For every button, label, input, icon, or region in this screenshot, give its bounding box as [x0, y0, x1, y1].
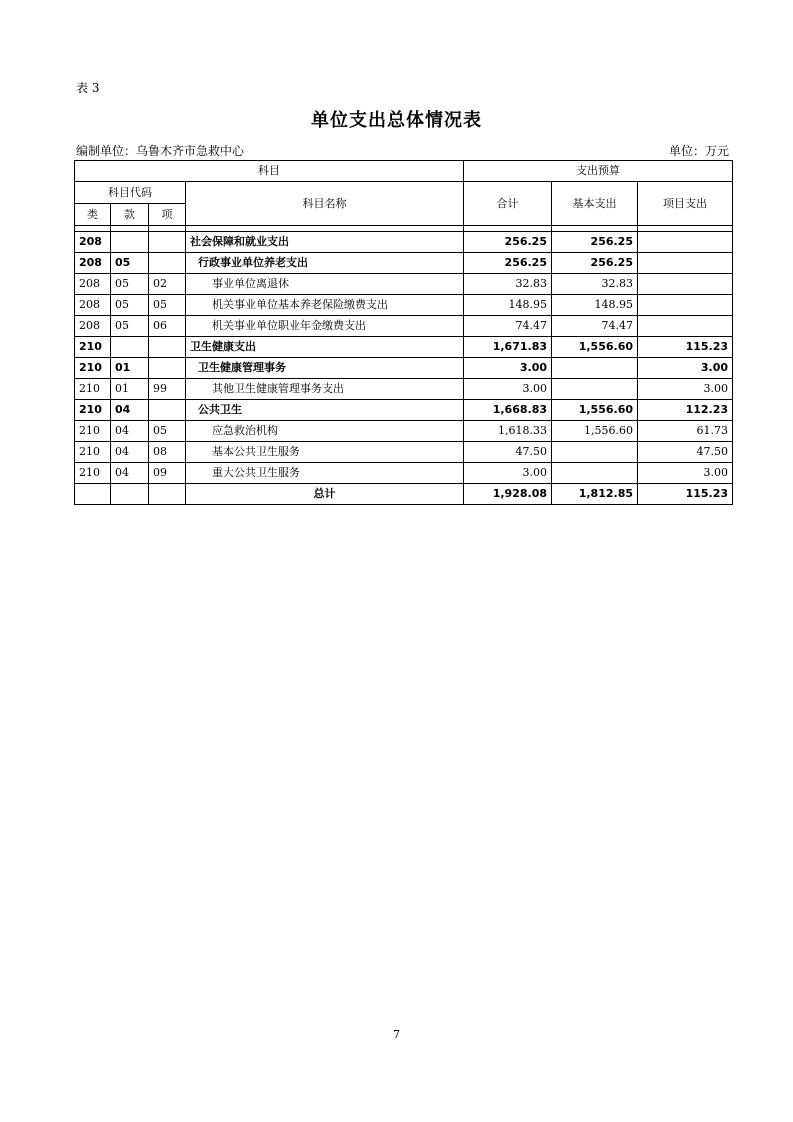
row-total: 1,618.33 [464, 421, 552, 442]
row-xiang-code [149, 400, 186, 421]
row-basic: 1,556.60 [552, 400, 638, 421]
row-lei-code: 210 [75, 463, 111, 484]
header-project: 项目支出 [638, 182, 733, 226]
row-xiang-code: 08 [149, 442, 186, 463]
header-subject-name: 科目名称 [186, 182, 464, 226]
row-lei-code: 208 [75, 232, 111, 253]
row-lei-code: 208 [75, 253, 111, 274]
row-lei-code: 210 [75, 442, 111, 463]
table-row [75, 400, 733, 421]
row-basic: 148.95 [552, 295, 638, 316]
row-project [638, 316, 733, 337]
row-project: 61.73 [638, 421, 733, 442]
total-project: 115.23 [638, 484, 733, 505]
row-lei-code: 208 [75, 295, 111, 316]
header-lei: 类 [75, 204, 111, 226]
row-xiang-code [149, 358, 186, 379]
table-row [75, 253, 733, 274]
compiling-unit: 编制单位：乌鲁木齐市急救中心 [76, 144, 245, 158]
row-total: 1,671.83 [464, 337, 552, 358]
table-row [75, 232, 733, 253]
page-title: 单位支出总体情况表 [311, 110, 482, 131]
row-project [638, 295, 733, 316]
row-project [638, 274, 733, 295]
row-basic [552, 442, 638, 463]
row-lei-code: 210 [75, 379, 111, 400]
row-project: 47.50 [638, 442, 733, 463]
row-basic [552, 463, 638, 484]
row-subject-name: 重大公共卫生服务 [186, 463, 464, 484]
table-row [75, 337, 733, 358]
row-basic: 1,556.60 [552, 337, 638, 358]
page-number: 7 [393, 1028, 400, 1041]
row-lei-code: 208 [75, 274, 111, 295]
row-kuan-code: 04 [111, 421, 149, 442]
row-lei-code: 208 [75, 316, 111, 337]
row-xiang-code: 99 [149, 379, 186, 400]
row-subject-name: 机关事业单位职业年金缴费支出 [186, 316, 464, 337]
row-total: 74.47 [464, 316, 552, 337]
table-row [75, 442, 733, 463]
row-basic [552, 379, 638, 400]
row-kuan-code [111, 232, 149, 253]
total-row [75, 484, 733, 505]
row-subject-name: 基本公共卫生服务 [186, 442, 464, 463]
row-total: 3.00 [464, 358, 552, 379]
row-project: 112.23 [638, 400, 733, 421]
table-row [75, 295, 733, 316]
row-total: 3.00 [464, 463, 552, 484]
row-kuan-code: 04 [111, 442, 149, 463]
row-xiang-code: 06 [149, 316, 186, 337]
row-project: 3.00 [638, 379, 733, 400]
row-project: 115.23 [638, 337, 733, 358]
table-row [75, 358, 733, 379]
table-row [75, 421, 733, 442]
row-kuan-code: 05 [111, 316, 149, 337]
total-lei [75, 484, 111, 505]
header-budget: 支出预算 [464, 161, 733, 182]
table-row [75, 463, 733, 484]
row-kuan-code: 05 [111, 274, 149, 295]
table-label: 表 3 [76, 81, 100, 95]
row-total: 3.00 [464, 379, 552, 400]
row-basic: 74.47 [552, 316, 638, 337]
row-total: 47.50 [464, 442, 552, 463]
row-basic: 256.25 [552, 253, 638, 274]
total-basic: 1,812.85 [552, 484, 638, 505]
row-xiang-code [149, 337, 186, 358]
table-row [75, 274, 733, 295]
row-subject-name: 公共卫生 [186, 400, 464, 421]
header-subject-code: 科目代码 [75, 182, 186, 204]
table-row [75, 316, 733, 337]
row-subject-name: 机关事业单位基本养老保险缴费支出 [186, 295, 464, 316]
row-xiang-code: 02 [149, 274, 186, 295]
row-total: 1,668.83 [464, 400, 552, 421]
row-lei-code: 210 [75, 421, 111, 442]
row-lei-code: 210 [75, 337, 111, 358]
total-xiang [149, 484, 186, 505]
row-subject-name: 卫生健康支出 [186, 337, 464, 358]
row-kuan-code [111, 337, 149, 358]
row-xiang-code: 09 [149, 463, 186, 484]
row-basic: 32.83 [552, 274, 638, 295]
row-lei-code: 210 [75, 358, 111, 379]
header-kuan: 款 [111, 204, 149, 226]
row-project: 3.00 [638, 358, 733, 379]
header-xiang: 项 [149, 204, 186, 226]
table-row [75, 379, 733, 400]
expenditure-table [74, 160, 733, 505]
row-kuan-code: 04 [111, 400, 149, 421]
header-subject: 科目 [75, 161, 464, 182]
row-total: 256.25 [464, 232, 552, 253]
row-xiang-code: 05 [149, 295, 186, 316]
row-basic: 1,556.60 [552, 421, 638, 442]
row-subject-name: 卫生健康管理事务 [186, 358, 464, 379]
row-basic: 256.25 [552, 232, 638, 253]
row-project [638, 253, 733, 274]
row-lei-code: 210 [75, 400, 111, 421]
row-xiang-code: 05 [149, 421, 186, 442]
row-total: 32.83 [464, 274, 552, 295]
row-kuan-code: 01 [111, 358, 149, 379]
row-subject-name: 其他卫生健康管理事务支出 [186, 379, 464, 400]
row-project: 3.00 [638, 463, 733, 484]
total-label: 总计 [186, 484, 464, 505]
row-project [638, 232, 733, 253]
currency-unit: 单位：万元 [668, 144, 729, 158]
total-sum: 1,928.08 [464, 484, 552, 505]
header-total: 合计 [464, 182, 552, 226]
row-total: 148.95 [464, 295, 552, 316]
row-subject-name: 社会保障和就业支出 [186, 232, 464, 253]
row-subject-name: 事业单位离退休 [186, 274, 464, 295]
row-subject-name: 应急救治机构 [186, 421, 464, 442]
row-basic [552, 358, 638, 379]
header-basic: 基本支出 [552, 182, 638, 226]
total-kuan [111, 484, 149, 505]
row-subject-name: 行政事业单位养老支出 [186, 253, 464, 274]
row-total: 256.25 [464, 253, 552, 274]
row-kuan-code: 04 [111, 463, 149, 484]
row-kuan-code: 05 [111, 295, 149, 316]
row-kuan-code: 05 [111, 253, 149, 274]
row-kuan-code: 01 [111, 379, 149, 400]
row-xiang-code [149, 253, 186, 274]
row-xiang-code [149, 232, 186, 253]
